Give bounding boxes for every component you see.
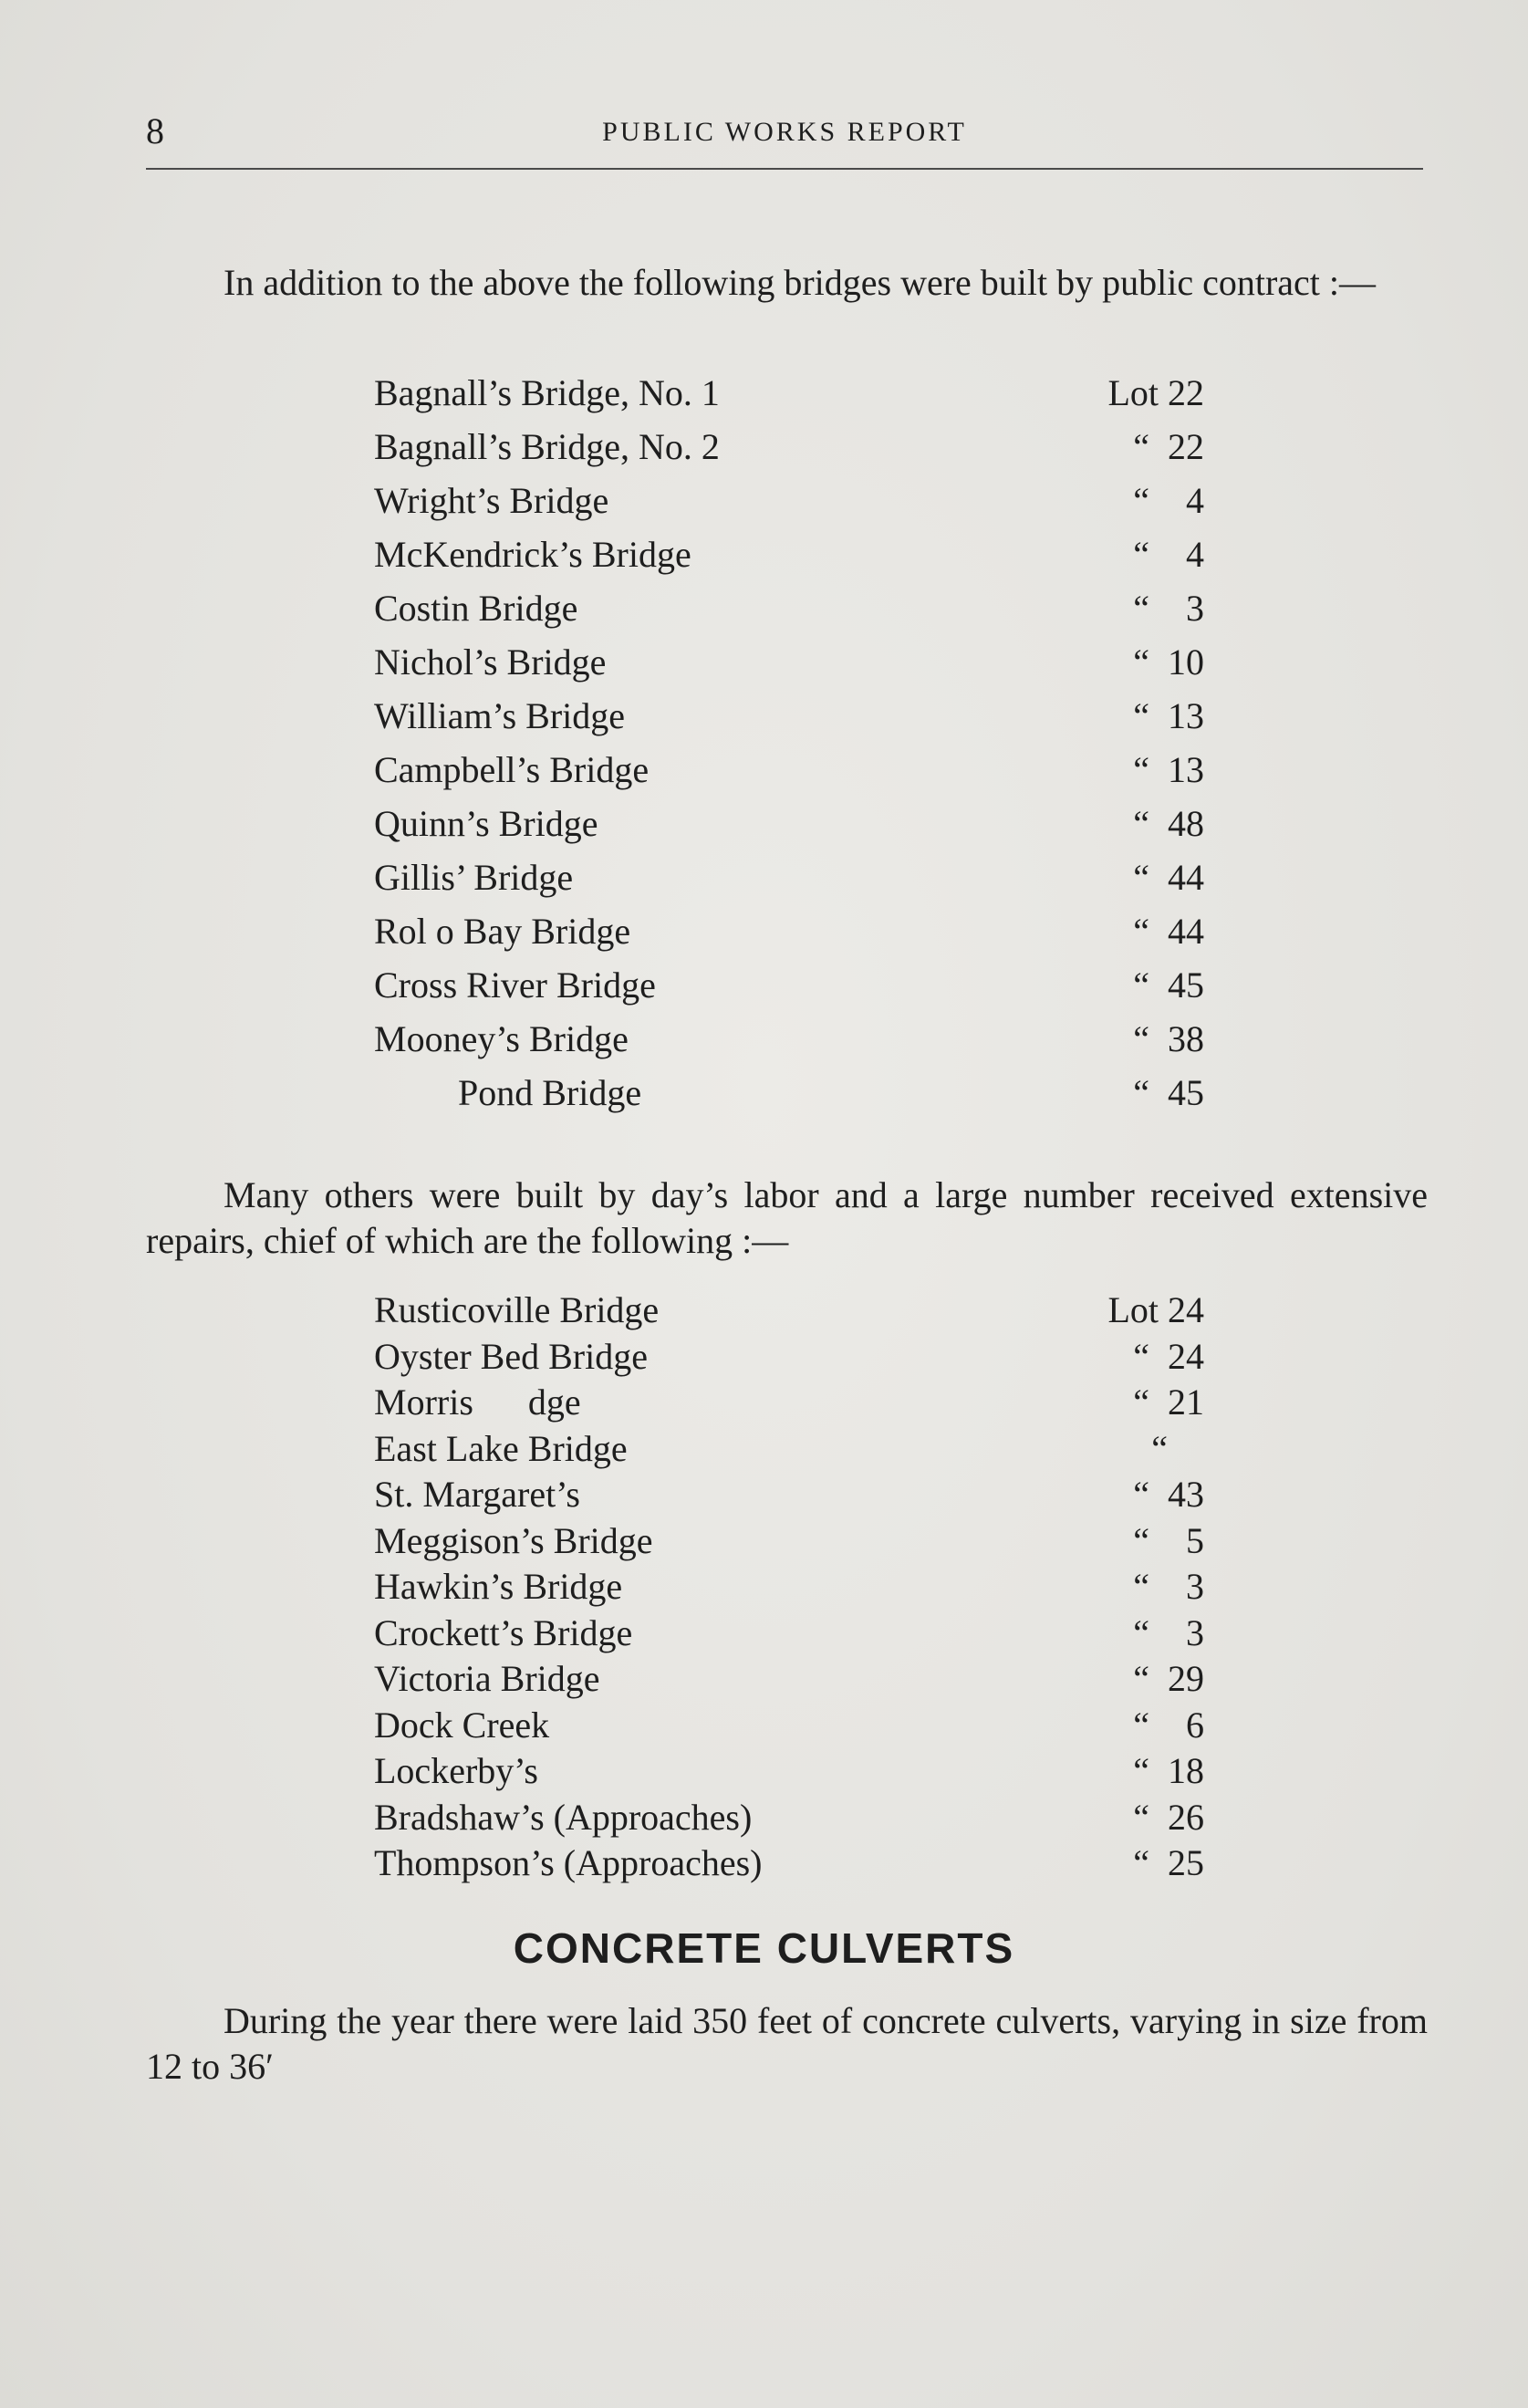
bridge-lot: “ 45 <box>1133 964 1204 1006</box>
bridge-lot: “ 4 <box>1133 480 1204 521</box>
contract-bridges-list <box>374 371 1204 1125</box>
list-item <box>374 748 1204 802</box>
list-item <box>374 1473 1204 1519</box>
bridge-name: Oyster Bed Bridge <box>374 1335 648 1377</box>
bridge-lot: “ 3 <box>1133 588 1204 629</box>
bridge-lot: “ 6 <box>1133 1704 1204 1746</box>
bridge-name: East Lake Bridge <box>374 1427 628 1469</box>
bridge-name: McKendrick’s Bridge <box>374 534 691 575</box>
list-item <box>374 1749 1204 1796</box>
intro-paragraph <box>146 260 1428 306</box>
bridge-name: Nichol’s Bridge <box>374 641 607 683</box>
list-item <box>374 1071 1204 1125</box>
bridge-name: Bagnall’s Bridge, No. 2 <box>374 426 720 467</box>
section-heading: CONCRETE CULVERTS <box>513 1924 1015 1972</box>
page-number: 8 <box>146 110 164 151</box>
bridge-name: Bagnall’s Bridge, No. 1 <box>374 372 720 413</box>
list-item <box>374 1519 1204 1566</box>
bridge-lot: “ 5 <box>1133 1519 1204 1561</box>
bridge-lot: “ 43 <box>1133 1474 1204 1515</box>
bridge-name: Hawkin’s Bridge <box>374 1566 623 1607</box>
list-item <box>374 533 1204 587</box>
bridge-name: Quinn’s Bridge <box>374 803 598 844</box>
bridge-lot: Lot 22 <box>1107 372 1204 413</box>
list-item <box>374 1704 1204 1750</box>
repairs-paragraph <box>146 1173 1428 1264</box>
bridge-name: Rusticoville Bridge <box>374 1289 660 1330</box>
bridge-name: Meggison’s Bridge <box>374 1519 653 1561</box>
list-item <box>374 856 1204 910</box>
header-rule <box>146 168 1423 170</box>
list-item <box>374 1841 1204 1888</box>
bridge-name: Costin Bridge <box>374 588 578 629</box>
bridge-name: Morris dge <box>374 1381 581 1423</box>
bridge-lot: “ 25 <box>1133 1842 1204 1883</box>
bridge-lot: “ 44 <box>1133 911 1204 952</box>
bridge-lot: “ 22 <box>1133 426 1204 467</box>
bridge-lot: “ 13 <box>1133 749 1204 790</box>
list-item <box>374 1657 1204 1704</box>
bridge-name: Mooney’s Bridge <box>374 1018 629 1059</box>
bridge-lot: “ 24 <box>1133 1335 1204 1377</box>
list-item <box>374 1796 1204 1842</box>
list-item <box>374 1611 1204 1658</box>
repairs-paragraph-text: Many others were built by day’s labor and a large number received extensive repairs, chief of which are the following :— <box>146 1174 1428 1261</box>
list-item <box>374 1381 1204 1427</box>
list-item <box>374 479 1204 533</box>
bridge-name: Victoria Bridge <box>374 1658 600 1699</box>
bridge-lot: “ <box>1151 1427 1204 1469</box>
list-item <box>374 964 1204 1017</box>
list-item <box>374 425 1204 479</box>
repaired-bridges-list <box>374 1288 1204 1888</box>
list-item <box>374 694 1204 748</box>
bridge-lot: Lot 24 <box>1107 1289 1204 1330</box>
bridge-lot: “ 21 <box>1133 1381 1204 1423</box>
list-item <box>374 1288 1204 1335</box>
culverts-paragraph-text: During the year there were laid 350 feet of concrete culverts, varying in size from 12 to 36′ <box>146 2000 1428 2087</box>
bridge-name: Crockett’s Bridge <box>374 1611 633 1653</box>
bridge-lot: “ 26 <box>1133 1796 1204 1838</box>
bridge-lot: “ 44 <box>1133 857 1204 898</box>
bridge-lot: “ 18 <box>1133 1750 1204 1791</box>
page-header <box>146 109 1423 173</box>
bridge-lot: “ 13 <box>1133 695 1204 736</box>
bridge-lot: “ 29 <box>1133 1658 1204 1699</box>
bridge-lot: “ 4 <box>1133 534 1204 575</box>
list-item <box>374 1335 1204 1381</box>
list-item <box>374 371 1204 425</box>
bridge-name: Campbell’s Bridge <box>374 749 650 790</box>
bridge-name: Rol o Bay Bridge <box>374 911 631 952</box>
bridge-lot: “ 45 <box>1133 1072 1204 1113</box>
list-item <box>374 587 1204 641</box>
running-title: PUBLIC WORKS REPORT <box>602 117 967 147</box>
bridge-name: Thompson’s (Approaches) <box>374 1842 763 1883</box>
list-item <box>374 1565 1204 1611</box>
bridge-name: Lockerby’s <box>374 1750 538 1791</box>
list-item <box>374 802 1204 856</box>
bridge-name: Cross River Bridge <box>374 964 656 1006</box>
list-item <box>374 910 1204 964</box>
bridge-name: Dock Creek <box>374 1704 550 1746</box>
bridge-lot: “ 3 <box>1133 1611 1204 1653</box>
bridge-name: Pond Bridge <box>458 1072 642 1113</box>
bridge-lot: “ 48 <box>1133 803 1204 844</box>
bridge-name: Bradshaw’s (Approaches) <box>374 1796 753 1838</box>
intro-paragraph-text: In addition to the above the following bridges were built by public contract :— <box>223 262 1377 303</box>
bridge-lot: “ 38 <box>1133 1018 1204 1059</box>
culverts-paragraph <box>146 1998 1428 2090</box>
list-item <box>374 1017 1204 1071</box>
bridge-name: Gillis’ Bridge <box>374 857 574 898</box>
bridge-lot: “ 3 <box>1133 1566 1204 1607</box>
list-item <box>374 641 1204 694</box>
bridge-name: William’s Bridge <box>374 695 626 736</box>
bridge-name: St. Margaret’s <box>374 1474 580 1515</box>
list-item <box>374 1427 1204 1474</box>
bridge-name: Wright’s Bridge <box>374 480 609 521</box>
bridge-lot: “ 10 <box>1133 641 1204 683</box>
